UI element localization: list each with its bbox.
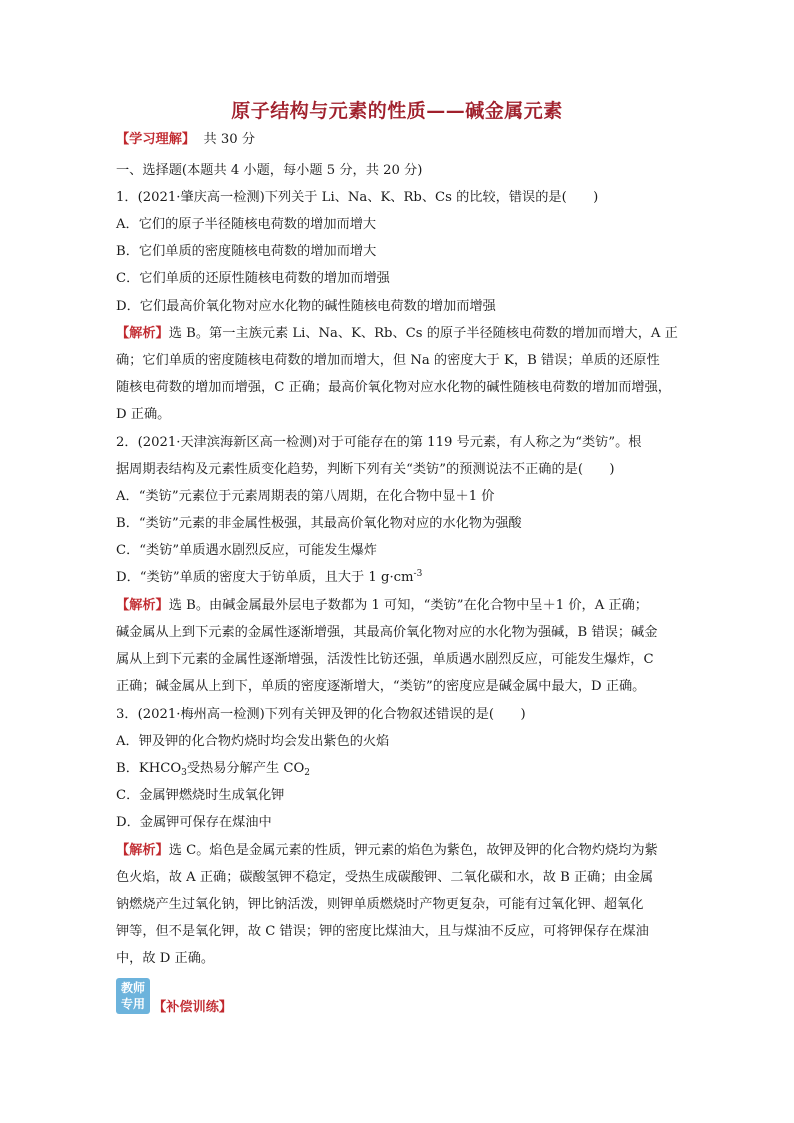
q2-analysis-line: 【解析】选 B。由碱金属最外层电子数都为 1 可知，“类钫”在化合物中呈＋1 价，A 正确；	[116, 598, 648, 613]
q1-option-a: A．它们的原子半径随核电荷数的增加而增大	[116, 217, 377, 232]
q1-stem: 1．(2021·肇庆高一检测)下列关于 Li、Na、K、Rb、Cs 的比较，错误的是( )	[116, 190, 599, 205]
q3-stem: 3．(2021·梅州高一检测)下列有关钾及钾的化合物叙述错误的是( )	[116, 707, 526, 722]
part-heading: 一、选择题(本题共 4 小题，每小题 5 分，共 20 分)	[116, 163, 423, 178]
q2-option-b: B．“类钫”元素的非金属性极强，其最高价氧化物对应的水化物为强酸	[116, 516, 522, 531]
q1-option-d: D．它们最高价氧化物对应水化物的碱性随核电荷数的增加而增强	[116, 299, 496, 314]
q1-option-c: C．它们单质的还原性随核电荷数的增加而增强	[116, 271, 390, 286]
q2-option-d: D．“类钫”单质的密度大于钫单质，且大于 1 $g\cdot cm^{-3}$	[116, 569, 423, 585]
q2-stem: 据周期表结构及元素性质变化趋势，判断下列有关“类钫”的预测说法不正确的是( )	[116, 462, 615, 477]
compensate-training-label: 【补偿训练】	[153, 1000, 233, 1015]
q3-option-b: B．$KHCO_3$受热易分解产生 $CO_2$	[116, 761, 311, 778]
q2-analysis-line: 碱金属从上到下元素的金属性逐渐增强，其最高价氧化物对应的水化物为强碱，B 错误；碱金	[116, 625, 658, 640]
q3-option-c: C．金属钾燃烧时生成氧化钾	[116, 788, 285, 803]
q2-analysis-line: 属从上到下元素的金属性逐渐增强，活泼性比钫还强，单质遇水剧烈反应，可能发生爆炸，C	[116, 652, 654, 667]
analysis-tag: 【解析】	[116, 598, 169, 613]
teacher-only-badge: 教师 专用	[116, 978, 150, 1014]
section-tag: 【学习理解】	[116, 132, 196, 147]
q3-analysis-line: 【解析】选 C。焰色是金属元素的性质，钾元素的焰色为紫色，故钾及钾的化合物灼烧均为紫	[116, 843, 658, 858]
analysis-tag: 【解析】	[116, 843, 169, 858]
unit-exponent: -3	[413, 569, 423, 579]
analysis-tag: 【解析】	[116, 326, 169, 341]
section-total: 共 30 分	[203, 132, 256, 147]
q2-option-a: A．“类钫”元素位于元素周期表的第八周期，在化合物中显＋1 价	[116, 489, 495, 504]
section-header	[116, 126, 682, 153]
q1-analysis-line: D 正确。	[116, 407, 171, 422]
q3-option-d: D．金属钾可保存在煤油中	[116, 815, 272, 830]
q3-analysis-line: 色火焰，故 A 正确；碳酸氢钾不稳定，受热生成碳酸钾、二氧化碳和水，故 B 正确；由金属	[116, 870, 654, 885]
q2-option-c: C．“类钫”单质遇水剧烈反应，可能发生爆炸	[116, 543, 377, 558]
q3-analysis-line: 钠燃烧产生过氧化钠，钾比钠活泼，则钾单质燃烧时产物更复杂，可能有过氧化钾、超氧化	[116, 897, 644, 912]
page-title: 原子结构与元素的性质——碱金属元素	[231, 100, 563, 122]
q1-analysis-line: 确；它们单质的密度随核电荷数的增加而增大，但 Na 的密度大于 K，B 错误；单质的还原性	[116, 353, 660, 368]
q3-option-a: A．钾及钾的化合物灼烧时均会发出紫色的火焰	[116, 734, 390, 749]
q1-option-b: B．它们单质的密度随核电荷数的增加而增大	[116, 244, 377, 259]
q1-analysis-line: 随核电荷数的增加而增强，C 正确；最高价氧化物对应水化物的碱性随核电荷数的增加而增强，	[116, 380, 671, 395]
q3-analysis-line: 中，故 D 正确。	[116, 951, 215, 966]
q3-analysis-line: 钾等，但不是氧化钾，故 C 错误；钾的密度比煤油大，且与煤油不反应，可将钾保存在煤油	[116, 924, 649, 939]
q2-stem: 2．(2021·天津滨海新区高一检测)对于可能存在的第 119 号元素，有人称之为“类钫”。根	[116, 435, 642, 450]
q2-analysis-line: 正确；碱金属从上到下，单质的密度逐渐增大，“类钫”的密度应是碱金属中最大，D 正确。	[116, 679, 646, 694]
q1-analysis-line: 【解析】选 B。第一主族元素 Li、Na、K、Rb、Cs 的原子半径随核电荷数的增加而增大，A 正	[116, 326, 678, 341]
